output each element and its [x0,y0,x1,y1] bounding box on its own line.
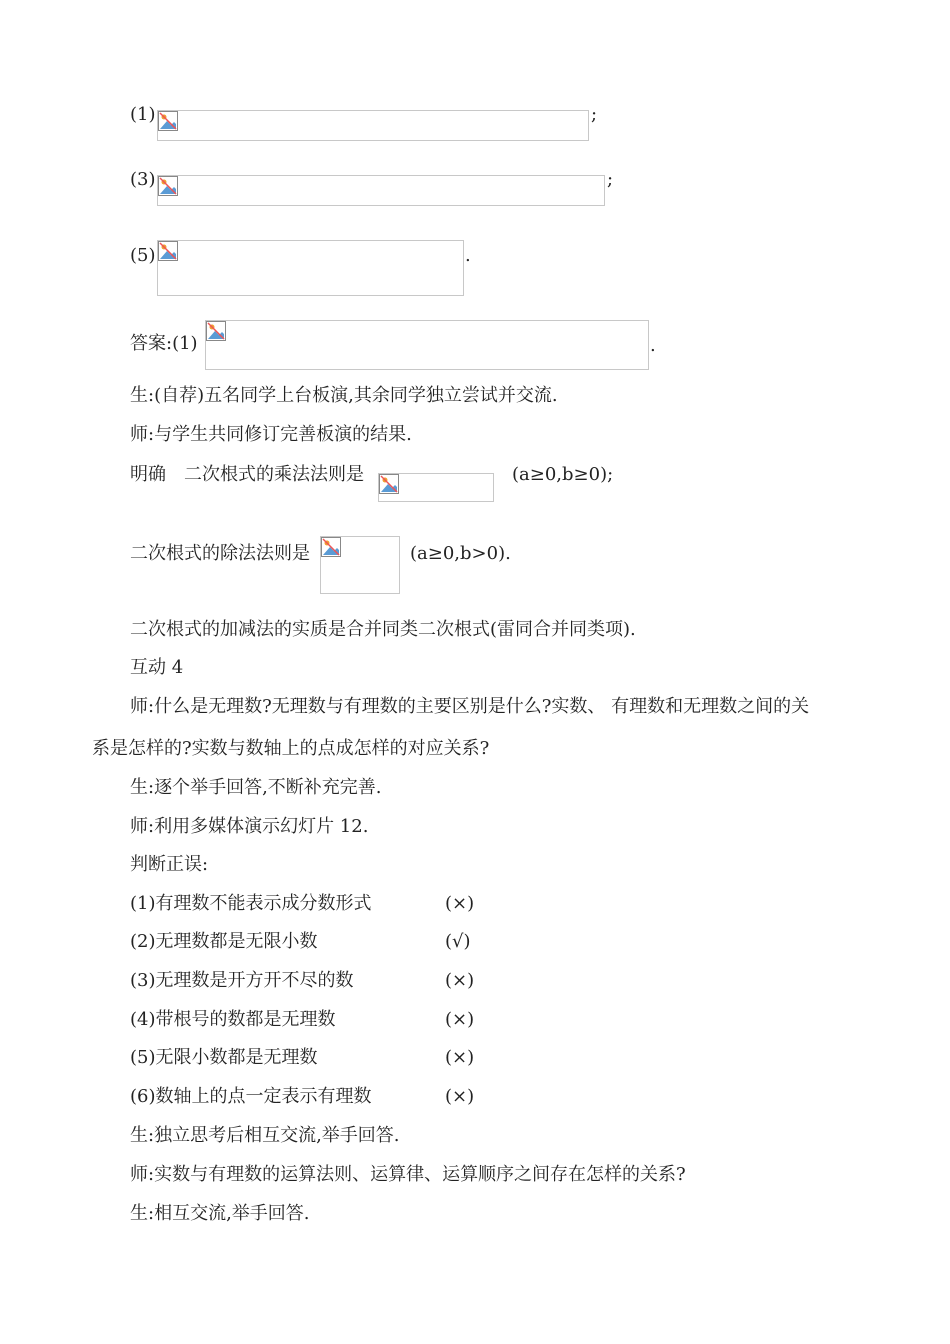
mult-rule-text: 明确 二次根式的乘法法则是 [130,464,364,485]
judgement-text: (2)无理数都是无限小数 [130,931,318,952]
answer-end: . [650,335,656,356]
judgement-text: (4)带根号的数都是无理数 [130,1009,336,1030]
answer-image [205,320,649,370]
section-heading: 互动 4 [130,657,184,678]
broken-image-icon [158,176,178,196]
broken-image-icon [158,111,178,131]
judgement-mark: (×) [445,893,475,914]
judgement-text: (1)有理数不能表示成分数形式 [130,893,372,914]
judgement-mark: (×) [445,970,475,991]
item-3-label: (3) [130,169,156,190]
student-line-1: 生:(自荐)五名同学上台板演,其余同学独立尝试并交流. [130,385,558,406]
item-5-label: (5) [130,245,156,266]
judgement-text: (5)无限小数都是无理数 [130,1047,318,1068]
mult-rule-condition: (a≥0,b≥0); [512,464,614,485]
broken-image-icon [158,241,178,261]
teacher-question-line-1: 师:什么是无理数?无理数与有理数的主要区别是什么?实数、 有理数和无理数之间的关 [130,696,810,717]
judgement-mark: (×) [445,1086,475,1107]
item-5-end: . [465,245,471,266]
judgement-mark: (×) [445,1047,475,1068]
student-line-3: 生:独立思考后相互交流,举手回答. [130,1125,400,1146]
broken-image-icon [206,321,226,341]
student-line-2: 生:逐个举手回答,不断补充完善. [130,777,382,798]
add-rule-text: 二次根式的加减法的实质是合并同类二次根式(雷同合并同类项). [130,619,636,640]
teacher-line-1: 师:与学生共同修订完善板演的结果. [130,424,412,445]
student-line-4: 生:相互交流,举手回答. [130,1203,310,1224]
item-1-end: ; [591,104,598,125]
judgement-text: (3)无理数是开方开不尽的数 [130,970,354,991]
broken-image-icon [379,474,399,494]
formula-image-5 [157,240,464,296]
judgement-mark: (×) [445,1009,475,1030]
judgement-text: (6)数轴上的点一定表示有理数 [130,1086,372,1107]
answer-prefix: 答案:(1) [130,333,198,354]
formula-image-1 [157,110,589,141]
formula-image-3 [157,175,605,206]
div-rule-text: 二次根式的除法法则是 [130,543,310,564]
mult-rule-image [378,473,494,502]
judgement-mark: (√) [445,931,471,952]
div-rule-condition: (a≥0,b>0). [410,543,511,564]
broken-image-icon [321,537,341,557]
judge-heading: 判断正误: [130,854,209,875]
teacher-line-3: 师:实数与有理数的运算法则、运算律、运算顺序之间存在怎样的关系? [130,1164,686,1185]
item-1-label: (1) [130,104,156,125]
div-rule-image [320,536,400,594]
teacher-question-line-2: 系是怎样的?实数与数轴上的点成怎样的对应关系? [92,738,490,759]
teacher-line-2: 师:利用多媒体演示幻灯片 12. [130,816,369,837]
item-3-end: ; [607,169,614,190]
